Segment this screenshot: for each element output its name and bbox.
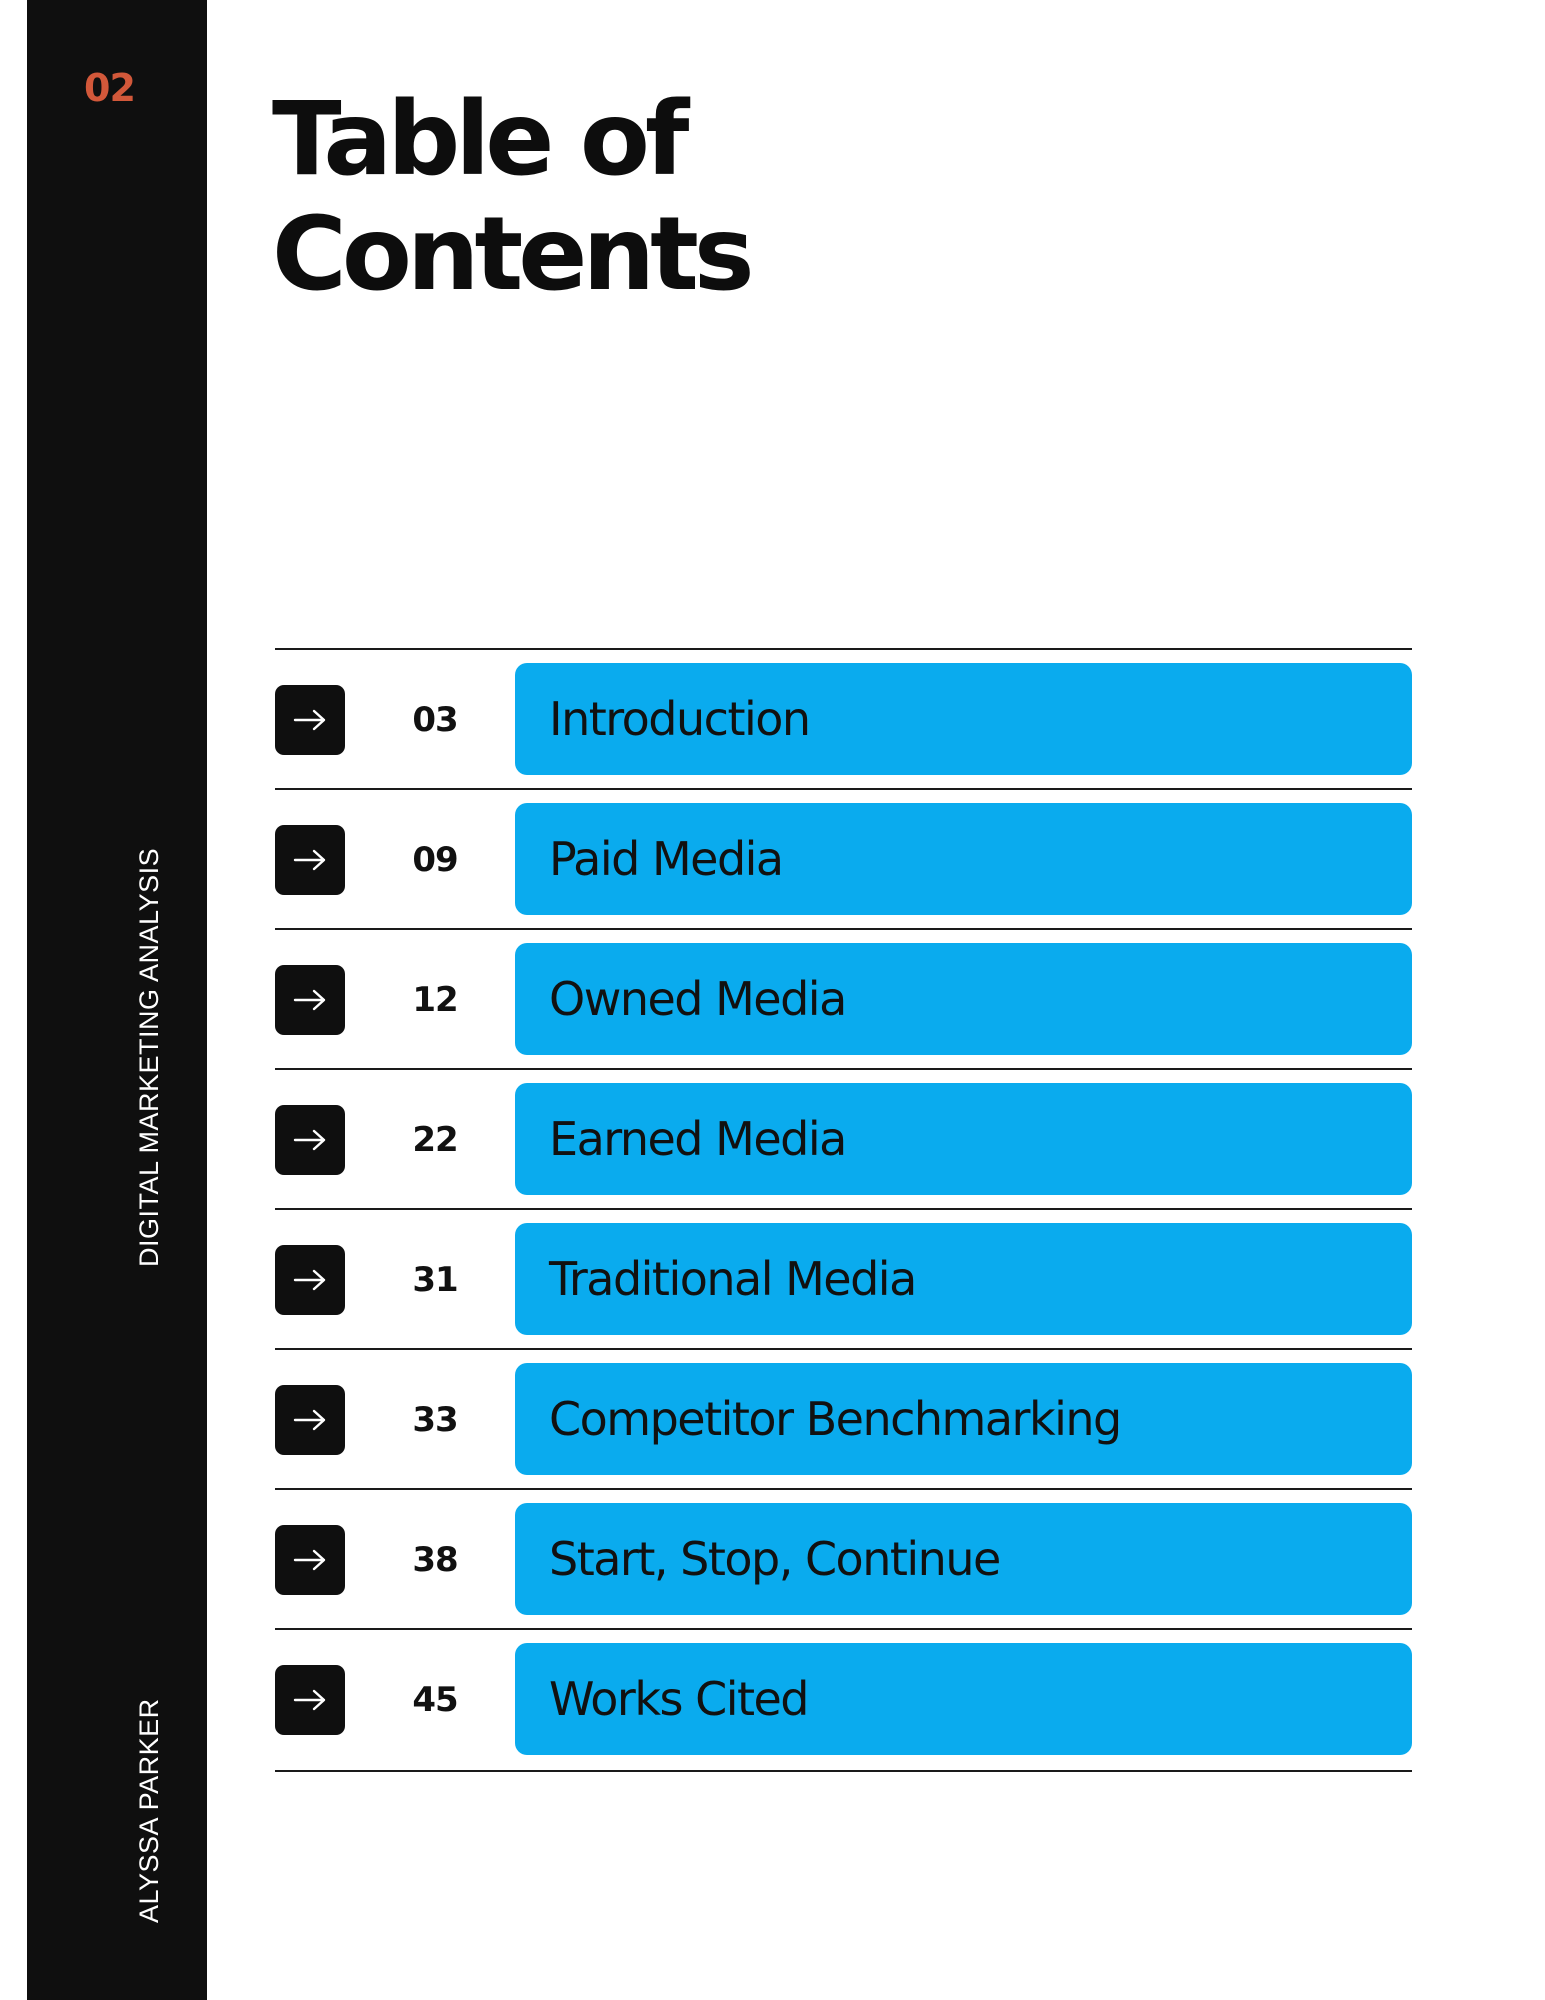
toc-page-number: 33 [412,1400,458,1440]
arrow-right-icon[interactable] [275,825,345,895]
document-subject: DIGITAL MARKETING ANALYSIS [134,847,164,1267]
page-title-line-1: Table of [272,80,685,199]
toc-entry[interactable] [275,1208,1412,1348]
arrow-right-icon[interactable] [275,1245,345,1315]
toc-section-title[interactable]: Works Cited [515,1643,1412,1755]
toc-page-number: 03 [412,700,458,740]
table-of-contents [275,648,1412,1772]
toc-section-title[interactable]: Paid Media [515,803,1412,915]
toc-page-number: 45 [412,1680,458,1720]
toc-entry[interactable] [275,1628,1412,1772]
toc-section-title[interactable]: Introduction [515,663,1412,775]
page-title [272,82,750,312]
toc-page-number: 12 [412,980,458,1020]
toc-page-number: 22 [412,1120,458,1160]
sidebar [27,0,207,2000]
toc-page-number: 09 [412,840,458,880]
toc-page-number: 38 [412,1540,458,1580]
arrow-right-icon[interactable] [275,1105,345,1175]
arrow-right-icon[interactable] [275,685,345,755]
toc-page-number: 31 [412,1260,458,1300]
arrow-right-icon[interactable] [275,1525,345,1595]
toc-section-title[interactable]: Start, Stop, Continue [515,1503,1412,1615]
toc-entry[interactable] [275,1348,1412,1488]
toc-section-title[interactable]: Earned Media [515,1083,1412,1195]
toc-entry[interactable] [275,928,1412,1068]
arrow-right-icon[interactable] [275,1385,345,1455]
author-name: ALYSSA PARKER [134,1698,164,1923]
arrow-right-icon[interactable] [275,1665,345,1735]
toc-section-title[interactable]: Competitor Benchmarking [515,1363,1412,1475]
toc-section-title[interactable]: Traditional Media [515,1223,1412,1335]
toc-entry[interactable] [275,1488,1412,1628]
arrow-right-icon[interactable] [275,965,345,1035]
toc-entry[interactable] [275,788,1412,928]
toc-entry[interactable] [275,1068,1412,1208]
page-title-line-2: Contents [272,195,750,314]
toc-section-title[interactable]: Owned Media [515,943,1412,1055]
page-number: 02 [84,66,135,110]
toc-entry[interactable] [275,648,1412,788]
